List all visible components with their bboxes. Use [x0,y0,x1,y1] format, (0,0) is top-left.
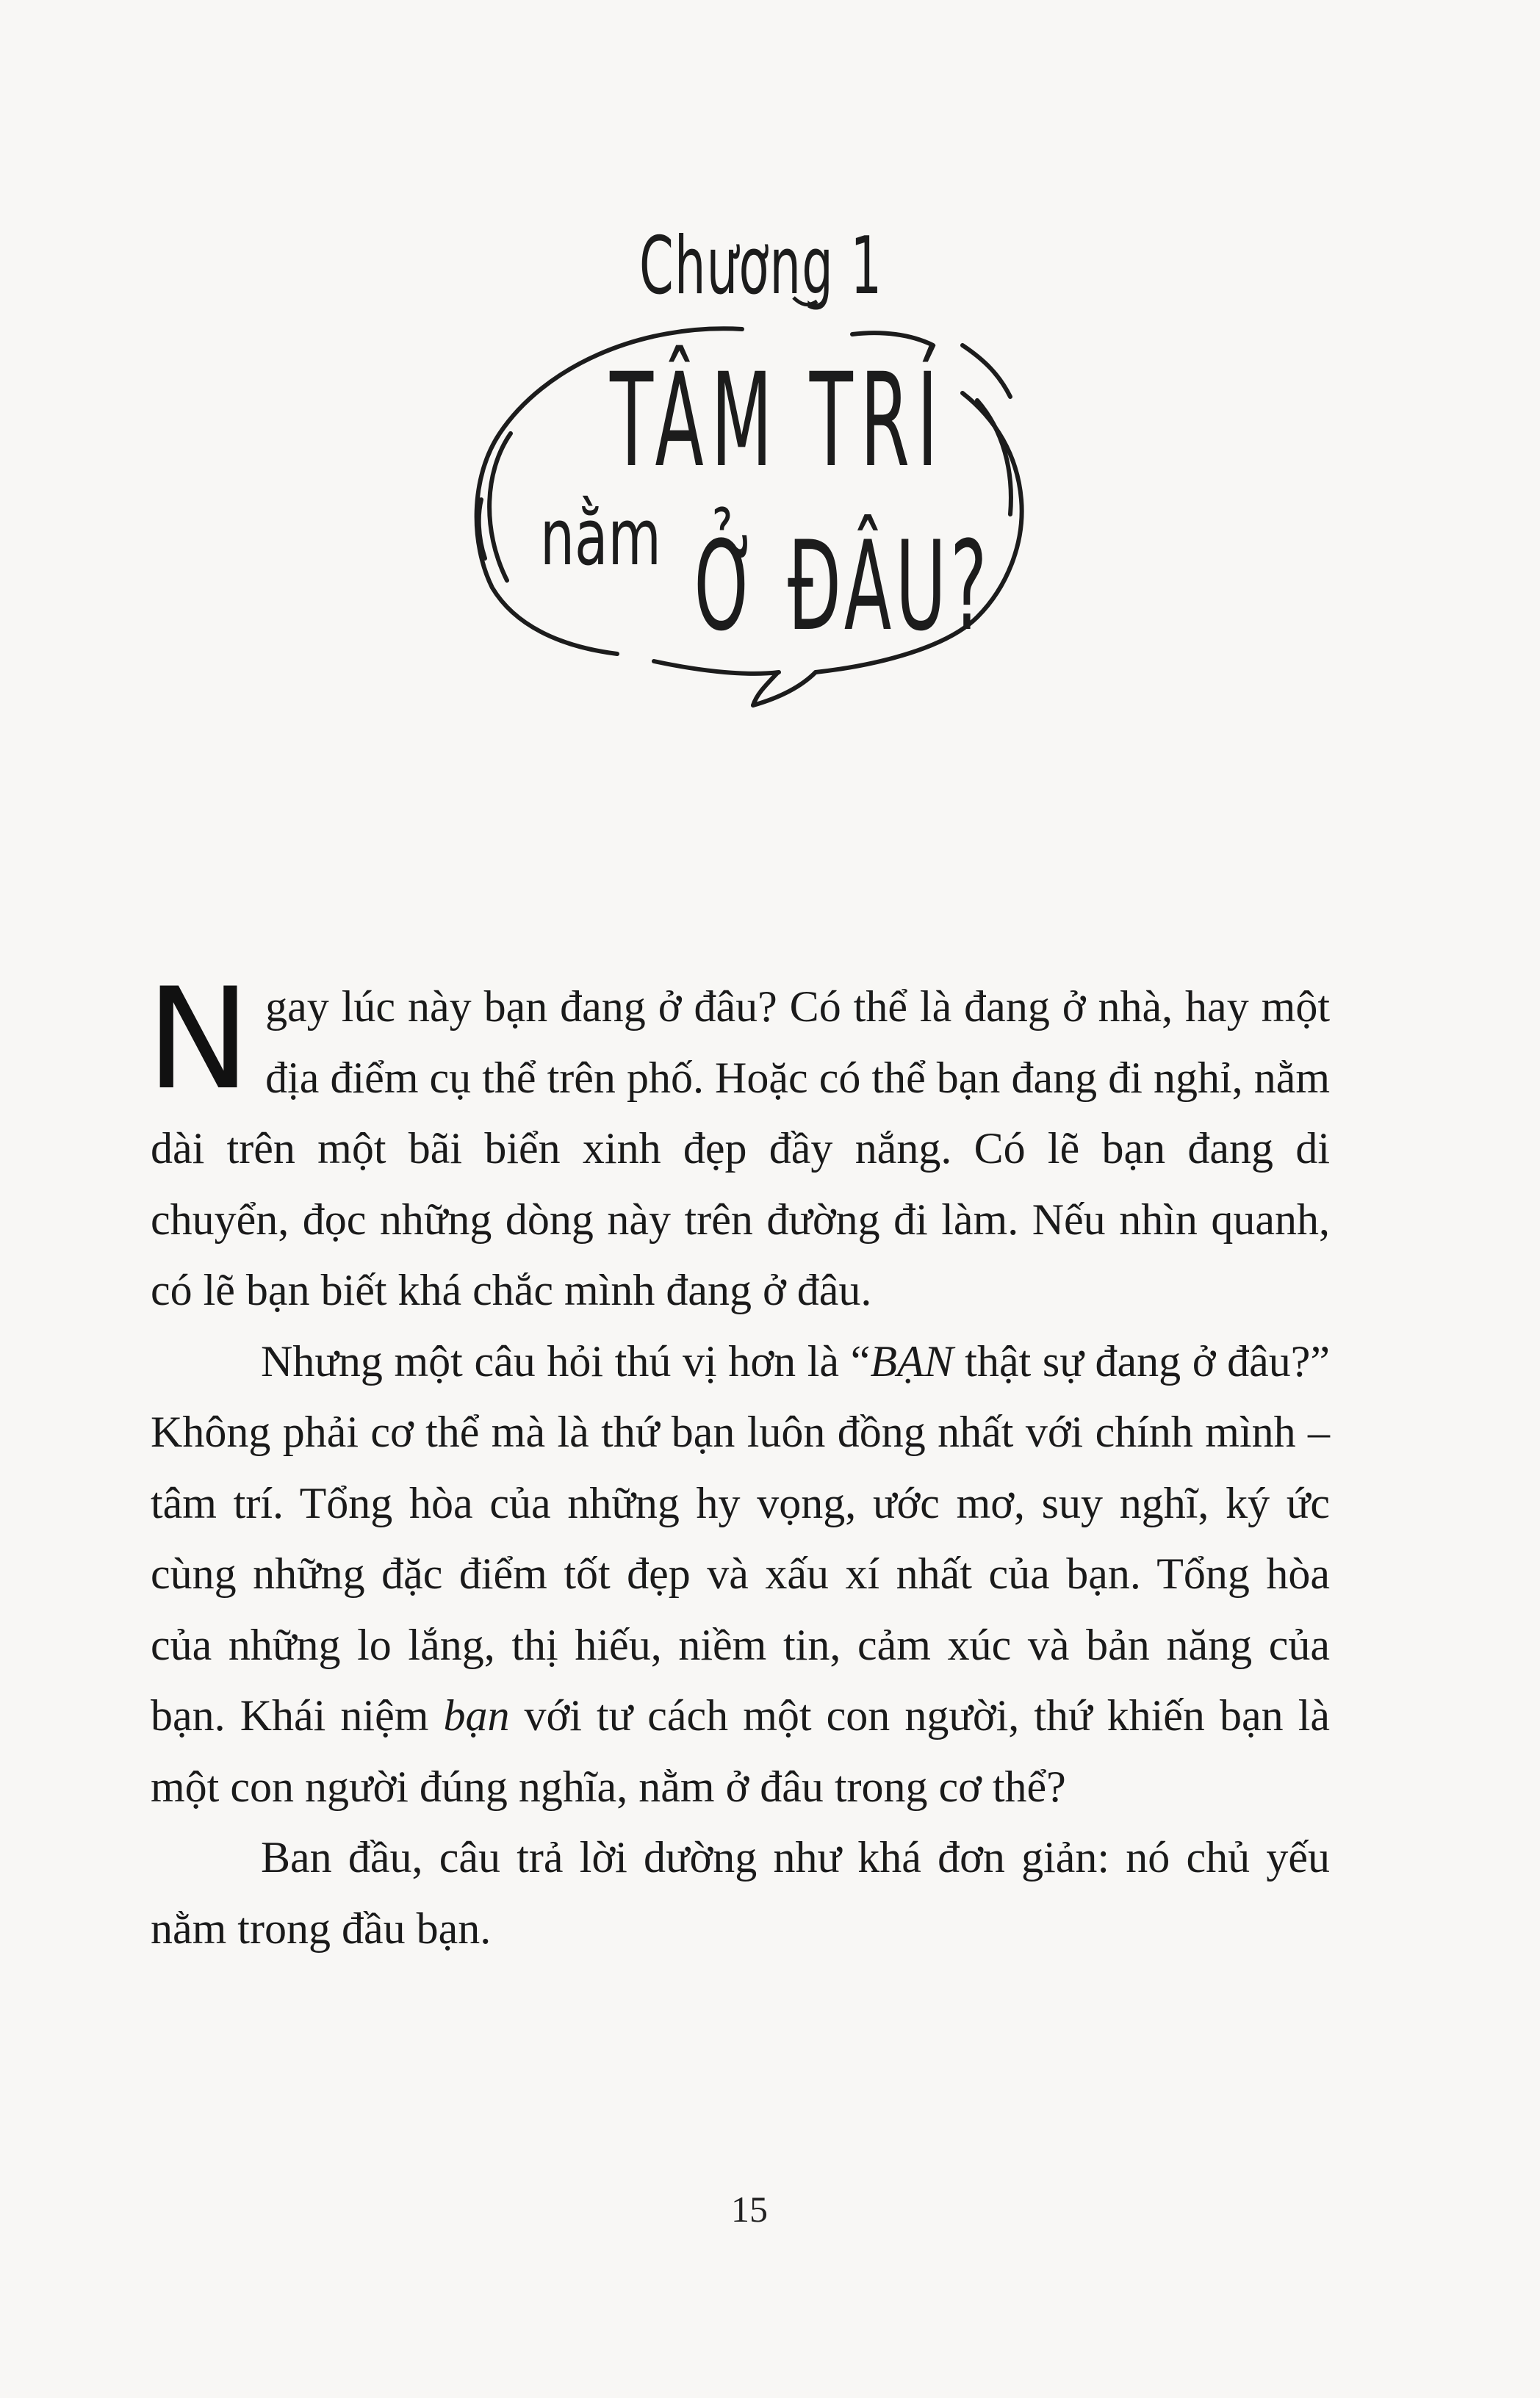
chapter-label: Chương 1 [639,220,883,312]
paragraph-2-text-b: thật sự đang ở đâu?” Không phải cơ thể mà là thứ bạn luôn đồng nhất với chính mình – tâm trí. Tổng hòa của những hy vọng, ước mơ, suy nghĩ, ký ức cùng những đặc điểm tốt đẹp và xấu xí nhất của bạn. Tổng hòa của những lo lắng, thị hiếu, niềm tin, cảm xúc và bản năng của bạn. Khái niệm [151,1336,1330,1740]
chapter-title-line2: Ở ĐÂU? [694,514,991,658]
paragraph-2 [151,1326,1330,1823]
body-text [146,958,1331,1964]
paragraph-2-text-a: Nhưng một câu hỏi thú vị hơn là “ [261,1336,871,1386]
chapter-heading [0,0,1540,735]
paragraph-2-emphasis: BẠN [870,1336,954,1386]
page-number: 15 [731,2189,768,2230]
paragraph-1 [146,958,1330,1326]
paragraph-3 [151,1822,1330,1964]
chapter-title-line1: TÂM TRÍ [610,345,946,496]
chapter-title-small: nằm [540,492,661,583]
drop-cap: N [146,958,251,1120]
paragraph-1-text: gay lúc này bạn đang ở đâu? Có thể là đang ở nhà, hay một địa điểm cụ thể trên phố. Hoặc có thể bạn đang đi nghỉ, nằm dài trên một bãi biển xinh đẹp đầy nắng. Có lẽ bạn đang di chuyển, đọc những dòng này trên đường đi làm. Nếu nhìn quanh, có lẽ bạn biết khá chắc mình đang ở đâu. [151,982,1330,1314]
paragraph-3-text: Ban đầu, câu trả lời dường như khá đơn giản: nó chủ yếu nằm trong đầu bạn. [151,1833,1330,1953]
paragraph-2-emphasis-2: bạn [443,1691,510,1740]
paragraph-2-text-c: với tư cách một con người, thứ khiến bạn là một con người đúng nghĩa, nằm ở đâu trong cơ thể? [151,1691,1331,1811]
